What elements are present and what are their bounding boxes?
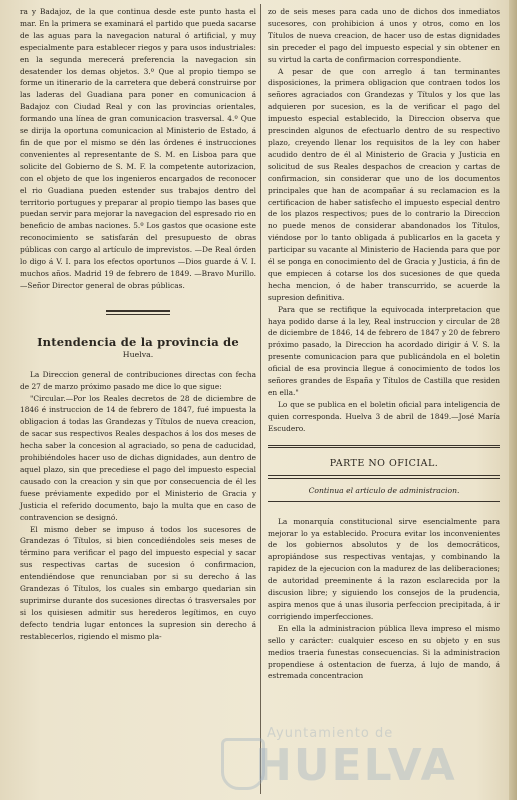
part-title: PARTE NO OFICIAL. bbox=[329, 457, 439, 469]
part-rule bbox=[268, 475, 500, 476]
column-divider bbox=[260, 4, 261, 794]
right-continuation-paragraph: A pesar de que con arreglo á tan terminantes disposiciones, la primera obligacion que contraen todos los señores agraciados con Grandezas y Títulos y los que las adquieren por sucesion, es la de verificar el pago del impuesto especial establecido, la Direccion observa que prescinden algunos de efectuarlo dentro de su respectivo plazo, creyendo llenar los requisitos de la ley con haber acudido dentro de él al Ministerio de Gracia y Justicia en solicitud de sus Reales despachos de creacion y cartas de confirmacion, sin considerar que uno de los documentos principales que han de acompañar á su reclamacion es la certificacion de haber satisfecho el impuesto especial dentro de los plazos respectivos; pues de lo contrario la Direccion no puede menos de considerar abandonados los Títulos, viéndose por lo tanto obligada á publicarlos en la gaceta y participar su vacante al Ministerio de Hacienda para que por él se ponga en conocimiento del de Gracia y Justicia, á fin de que empiecen á cotarse los dos sucesiones de que queda hecha mencion, ó de haber transcurrido, se acuerde la supresion definitiva. bbox=[268, 66, 500, 302]
section-heading: Intendencia de la provincia de bbox=[37, 334, 239, 349]
section-subheading: Huelva. bbox=[122, 349, 154, 359]
section-divider-thin bbox=[106, 314, 170, 315]
right-continuation-paragraph: zo de seis meses para cada uno de dichos dos inmediatos sucesores, con prohibicion á unos y otros, como en los Títulos de nueva creacion, de hacer uso de estas dignidades sin preceder el pago del impuesto especial y sin obtener en su virtud la carta de confirmacion correspondiente. bbox=[268, 7, 500, 64]
watermark-logo bbox=[215, 722, 515, 792]
left-body-paragraph: La Direccion general de contribuciones directas con fecha de 27 de marzo próximo pasado me dice lo que sigue: bbox=[20, 369, 256, 391]
watermark-top-text: Ayuntamiento de bbox=[267, 726, 394, 741]
part-rule bbox=[268, 478, 500, 479]
part-divider-top bbox=[268, 445, 500, 448]
left-column bbox=[20, 6, 256, 643]
right-body-paragraph: La monarquía constitucional sirve esencialmente para mejorar lo ya establecido. Procura evitar los inconvenientes de los gobiernos absolutos y de los democráticos, apropiándose sus respectivas ventajas, y combinando la rapidez de la ejecucion con la madurez de las deliberaciones; de autoridad preeminente á la razon esclarecida por la discusion libre; y siguiendo los consejos de la prudencia, aspira menos que á unas ilusoria perfeccion precipitada, á ir corrigiendo imperfecciones. bbox=[268, 516, 500, 621]
right-continuation-paragraph: Para que se rectifique la equivocada interpretacion que haya podido darse á la ley, Real instruccion y circular de 28 de diciembre de 1846, 14 de febrero de 1847 y 20 de febrero próximo pasado, la Direccion ha acordado dirigir á V. S. la presente comunicacion para que publicándola en el boletin oficial de esa provincia llegue á conocimiento de todos los señores grandes de España y Títulos de Castilla que residen en ella." bbox=[268, 304, 500, 397]
right-column bbox=[268, 6, 500, 682]
left-continuation-paragraph: ra y Badajoz, de la que continua desde este punto hasta el mar. En la primera se examinará el partido que pueda sacarse de las aguas para la navegacion natural ó artificial, y muy especialmente para establecer riegos y para usos industriales: en la segunda merecerá preferencia la navegacion sin desatender los demas objetos. 3.º Que al propio tiempo se forme un itinerario de la carretera que deberá construirse por las laderas del Guadiana para poner en comunicacion á Badajoz con Ciudad Real y con las provincias orientales, formando una línea de gran comunicacion trasversal. 4.º Que se dirija la oportuna comunicacion al Ministerio de Estado, á fin de que por el mismo se dén las órdenes é instrucciones convenientes al representante de S. M. en Lisboa para que solicite del Gobierno de S. M. F. la competente autorizacion, con el objeto de que los ingenieros encargados de reconocer el rio Guadiana pueden estender sus trabajos dentro del territorio portugues y preparar al propio tiempo las bases que puedan servir para mejorar la navegacion del espresado rio en beneficio de ambas naciones. 5.º Los gastos que ocasione este reconocimiento se satisfarán del presupuesto de obras públicas con cargo al artículo de imprevistos. —De Real órden lo digo á V. I. para los efectos oportunos —Dios guarde á V. I. muchos años. Madrid 19 de febrero de 1849. —Bravo Murillo.—Señor Director general de obras públicas. bbox=[20, 7, 256, 290]
left-body-paragraph: "Circular.—Por los Reales decretos de 28 de diciembre de 1846 é instruccion de 14 de febrero de 1847, fué impuesta la obligacion á todas las Grandezas y Títulos de nueva creacion, de sacar sus respectivos Reales despachos á los dos meses de hecha saber la concesion al agraciado, so pena de caducidad, prohibiéndoles hacer uso de dichas dignidades, aun dentro de aquel plazo, sin que precediese el pago del impuesto especial causado con la creacion y sin que por consecuencia de él les fuese préviamente expedido por el Ministerio de Gracia y Justicia el referido documento, bajo la multa que en caso de contravencion se designó. bbox=[20, 393, 256, 522]
left-body-paragraph: El mismo deber se impuso á todos los sucesores de Grandezas ó Títulos, si bien concediéndoles seis meses de término para verificar el pago del impuesto especial y sacar sus respectivas cartas de sucesion ó confirmacion, entendiéndose que renunciaban por si su derecho á las Grandezas ó Títulos, los cuales sin embargo quedarian sin suprimirse durante dos sucesiones directas ó trasversales por si los quisiesen admitir sus herederos legítimos, en cuyo defecto tendria lugar entonces la supresion sin derecho á restablecerlos, rigiendo el mismo pla- bbox=[20, 524, 256, 641]
watermark-main-text: HUELVA bbox=[255, 740, 457, 791]
part-caption: Continua el articulo de administracion. bbox=[308, 485, 460, 495]
section-divider bbox=[106, 310, 170, 312]
page-spine-shadow bbox=[509, 0, 517, 800]
right-body-paragraph: En ella la administracion pública lleva impreso el mismo sello y carácter: cualquier esceso en su objeto y en sus medios traeria funestas consecuencias. Si la administracion propendiese á ostentacion de fuerza, á lujo de mando, á estremada concentracion bbox=[268, 623, 500, 681]
right-continuation-paragraph: Lo que se publica en el boletin oficial para inteligencia de quien corresponda. Huelva 3 de abril de 1849.—José María Escudero. bbox=[268, 399, 500, 433]
